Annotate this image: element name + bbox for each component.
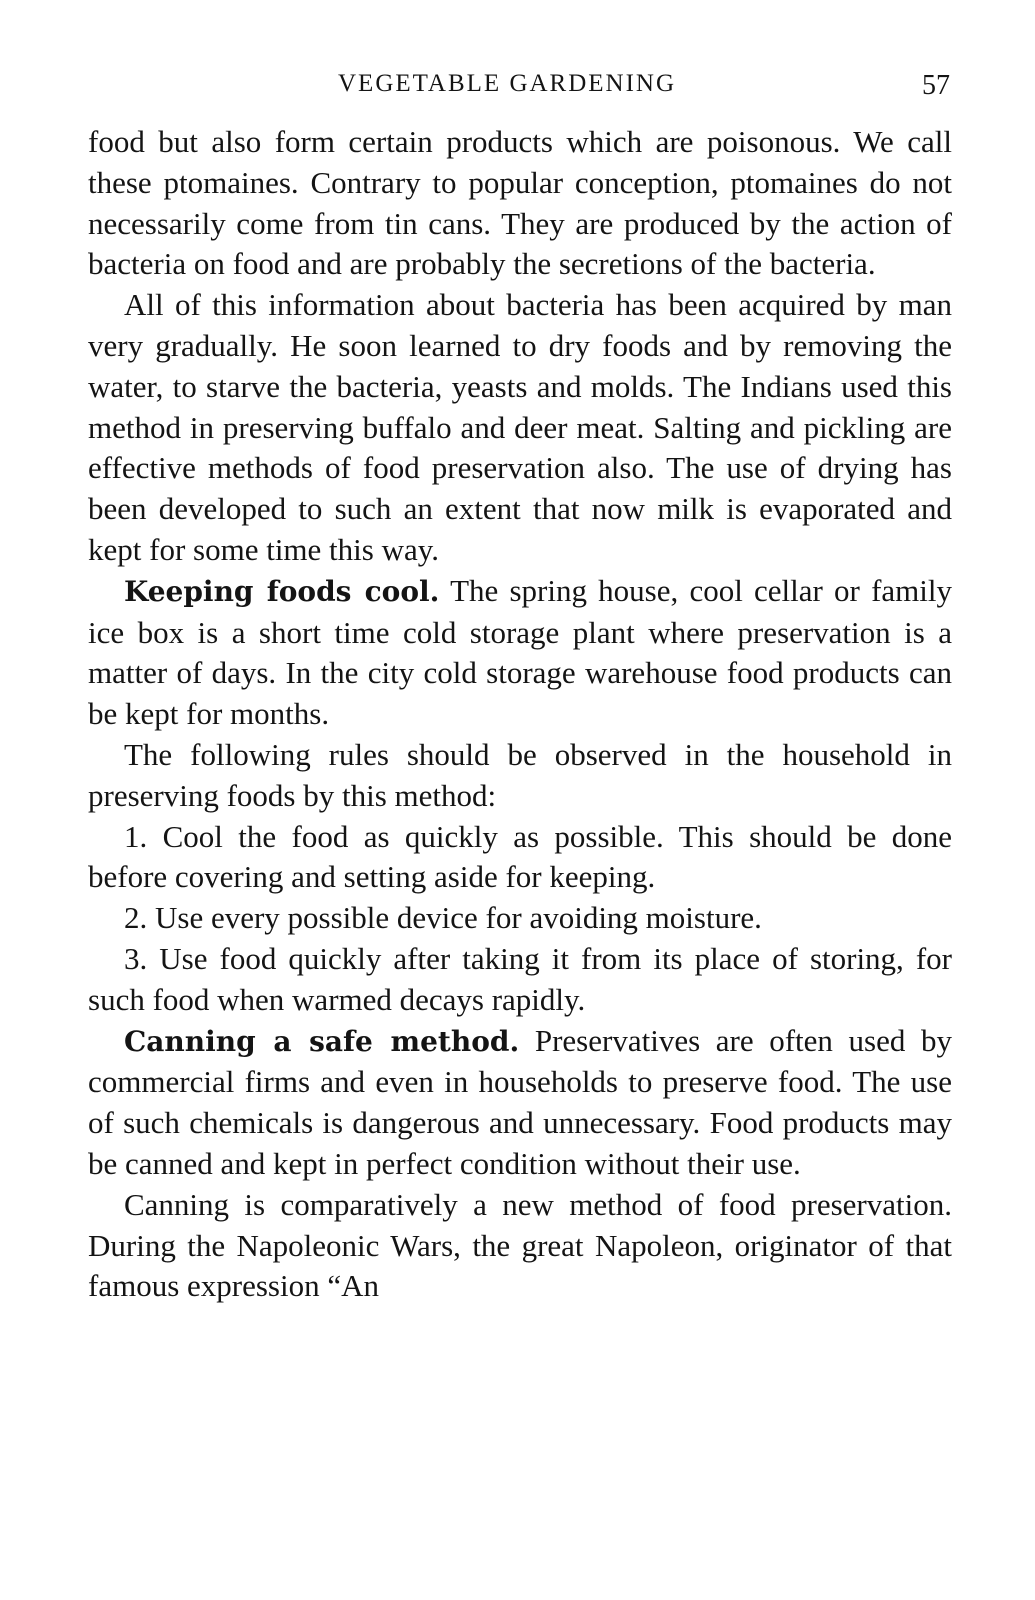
running-title: VEGETABLE GARDENING	[338, 70, 677, 97]
section-heading: Keeping foods cool.	[124, 574, 440, 608]
page-header	[88, 62, 952, 122]
paragraph	[88, 1021, 952, 1185]
rule-item	[88, 939, 952, 1021]
paragraph	[88, 285, 952, 571]
paragraph-text: The following rules should be observed in the household in preserving foods by this method:	[88, 736, 952, 813]
paragraph-text: Canning is comparatively a new method of food preservation. During the Napoleonic Wars, the great Napoleon, originator of that famous expression “An	[88, 1186, 952, 1304]
book-page	[88, 62, 952, 1562]
paragraph	[88, 1185, 952, 1307]
body-text	[88, 122, 952, 1307]
paragraph	[88, 122, 952, 285]
paragraph	[88, 571, 952, 735]
paragraph	[88, 735, 952, 817]
rule-text: 3. Use food quickly after taking it from its place of storing, for such food when warmed decays rapidly.	[88, 940, 952, 1017]
paragraph-text: Preservatives are often used by commercial firms and even in households to preserve food. The use of such chemicals is dangerous and unnecessary. Food products may be canned and kept in perfect condition without their use.	[88, 1022, 952, 1181]
paragraph-text: The spring house, cool cellar or family ice box is a short time cold storage plant where preservation is a matter of days. In the city cold storage warehouse food products can be kept for months.	[88, 572, 952, 732]
paragraph-text: food but also form certain products which are poisonous. We call these ptomaines. Contrary to popular conception, ptomaines do not necessarily come from tin cans. They are produced by the action of bacteria on food and are probably the secretions of the bacteria.	[88, 124, 952, 282]
page-number: 57	[922, 70, 950, 101]
section-heading: Canning a safe method.	[124, 1024, 520, 1058]
rule-item	[88, 898, 952, 939]
rule-text: 2. Use every possible device for avoiding moisture.	[124, 900, 762, 936]
rule-item	[88, 817, 952, 899]
paragraph-text: All of this information about bacteria has been acquired by man very gradually. He soon learned to dry foods and by removing the water, to starve the bacteria, yeasts and molds. The Indians used this method in preserving buffalo and deer meat. Salting and pickling are effective methods of food preservation also. The use of drying has been developed to such an extent that now milk is evaporated and kept for some time this way.	[88, 287, 952, 567]
rule-text: 1. Cool the food as quickly as possible. This should be done before covering and setting aside for keeping.	[88, 818, 952, 895]
